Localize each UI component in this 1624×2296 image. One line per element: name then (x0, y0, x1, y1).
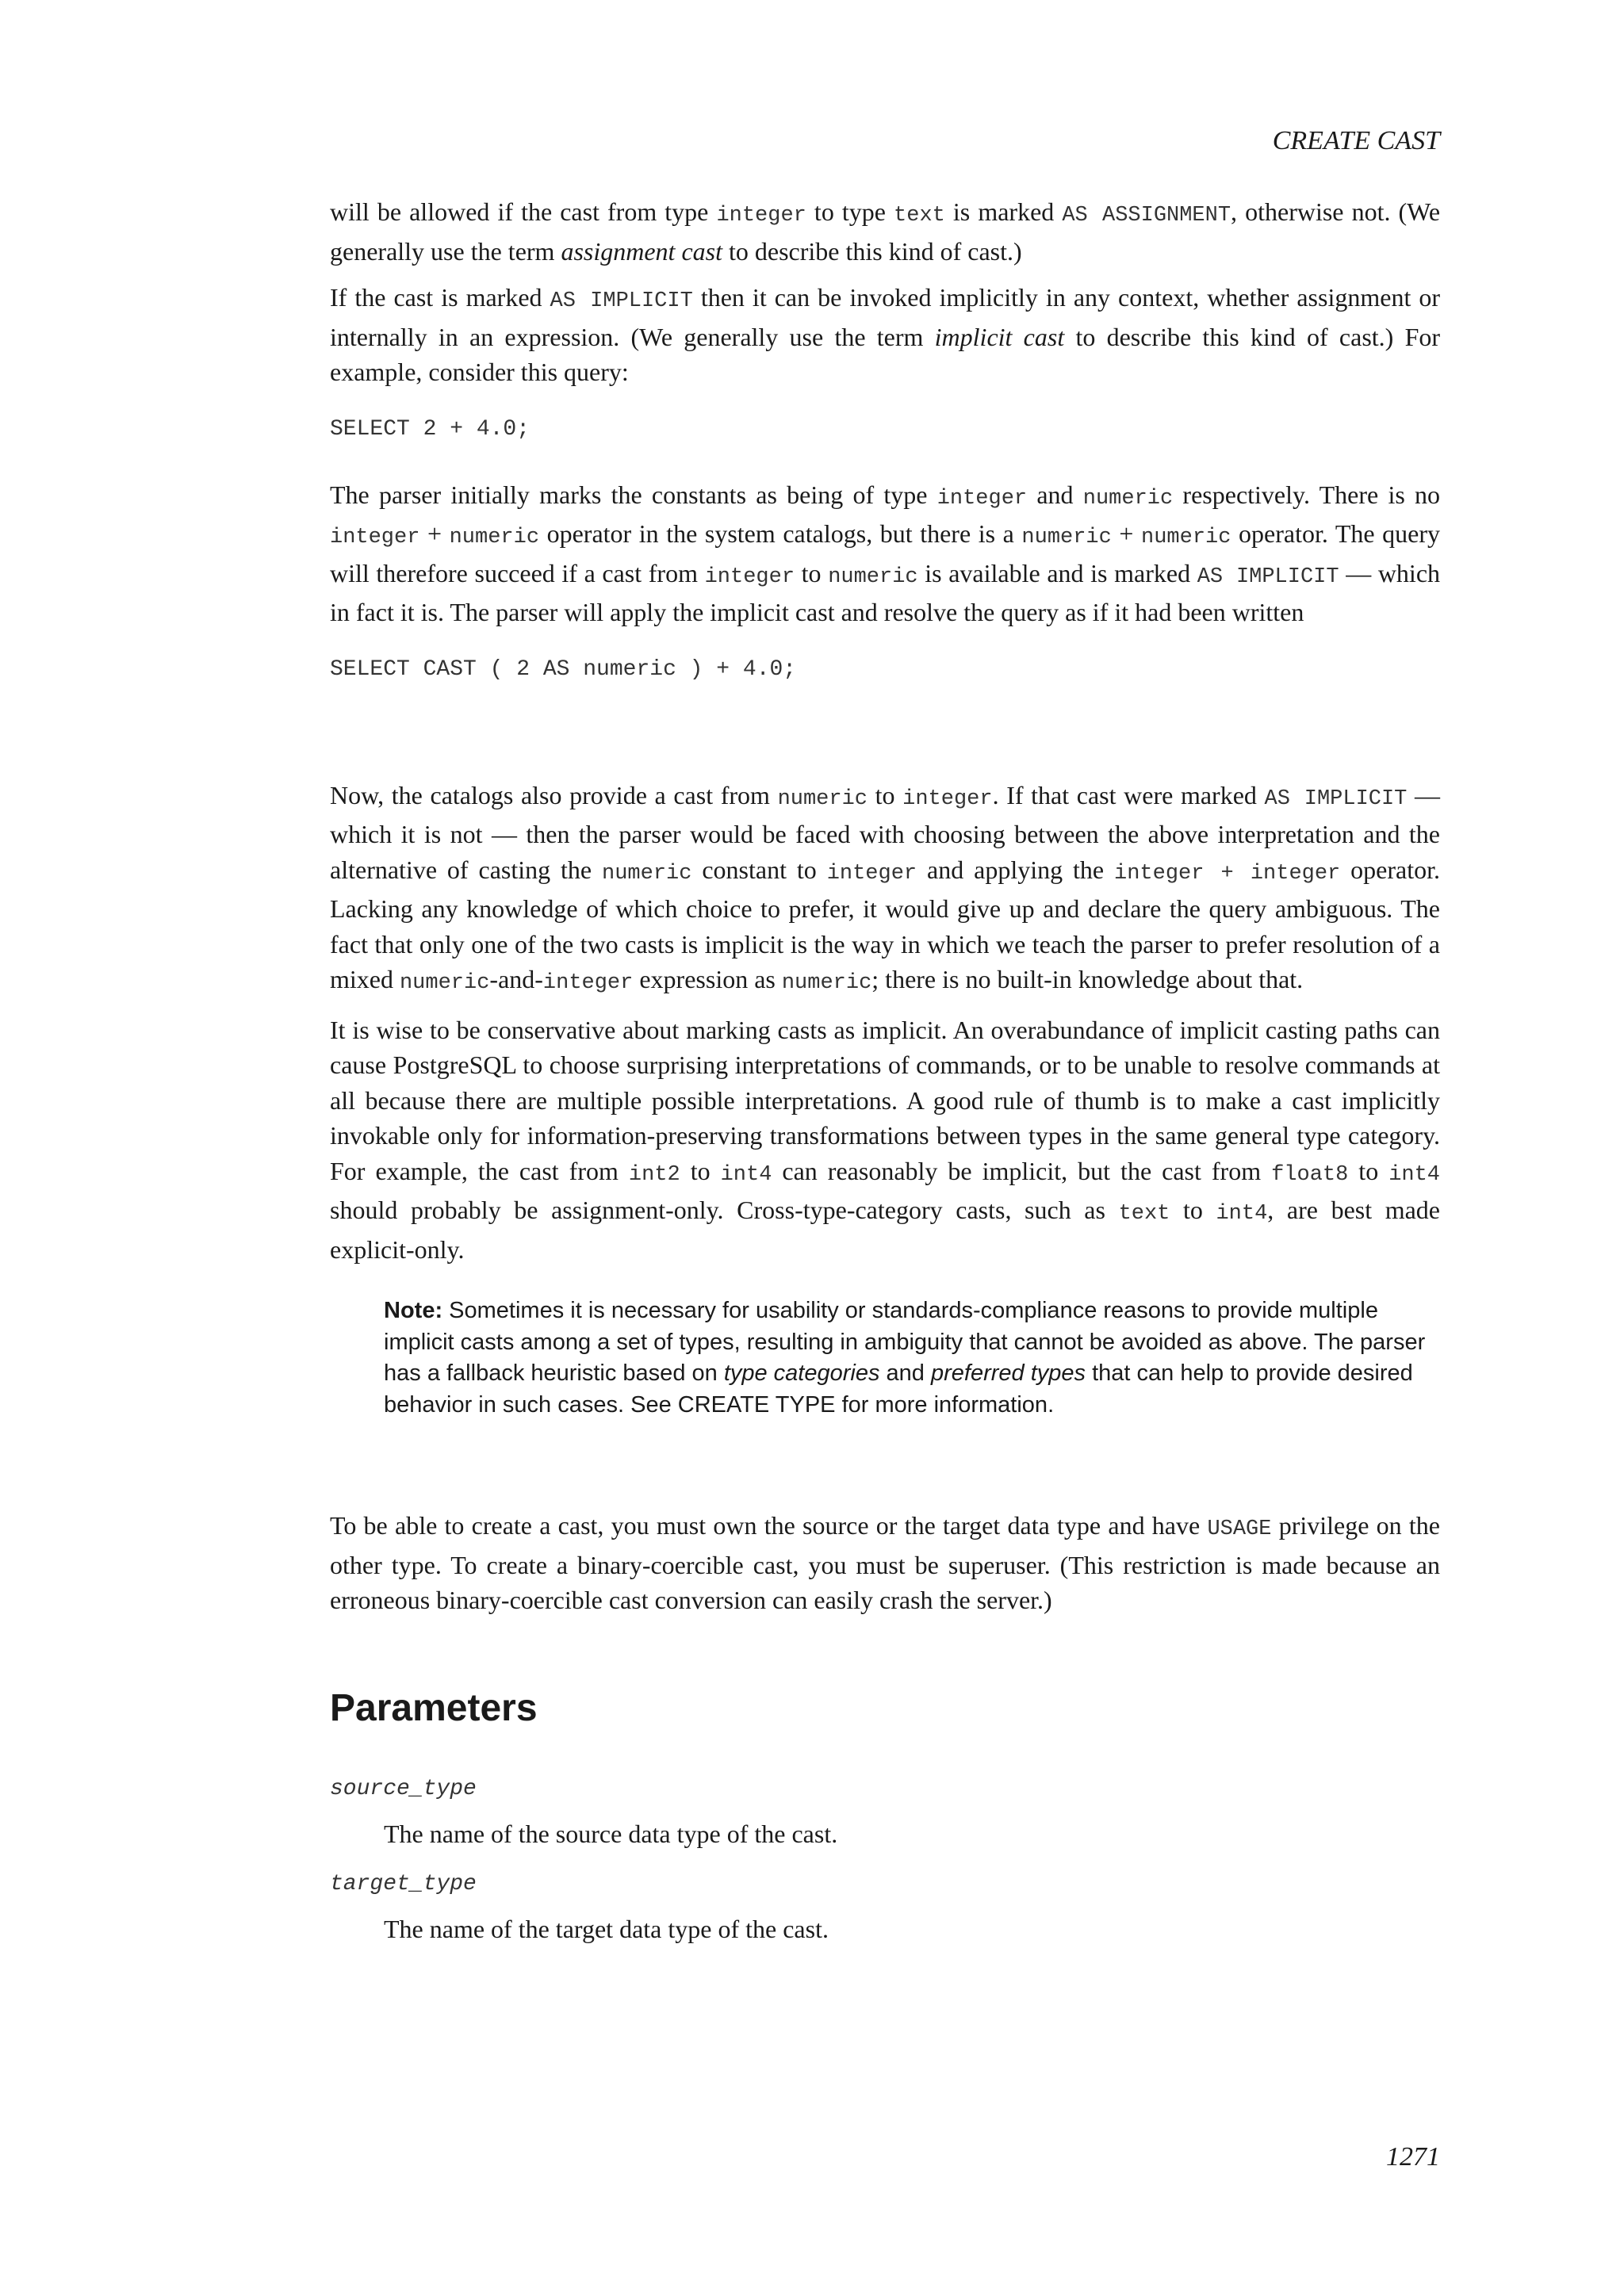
code-example-cast: SELECT CAST ( 2 AS numeric ) + 4.0; (330, 656, 797, 682)
inline-code: numeric (828, 564, 918, 589)
inline-code: AS IMPLICIT (550, 289, 693, 313)
emphasis-term: preferred types (930, 1360, 1086, 1386)
text: — which it is not — then the parser would be faced with choosing between the above interpretation and the alternative of casting the (330, 780, 1441, 884)
inline-code: integer (330, 526, 420, 549)
running-title: CREATE CAST (1272, 126, 1440, 155)
text: to describe this kind of cast.) (722, 236, 1022, 266)
text: to (868, 780, 903, 809)
inline-code: integer (936, 486, 1028, 511)
inline-code: int4 (1216, 1202, 1268, 1226)
note-box (384, 1295, 1440, 1421)
inline-code: numeric (781, 971, 872, 995)
text: and (1027, 480, 1083, 509)
text: to (1170, 1196, 1216, 1224)
text: is available and is marked (917, 558, 1197, 587)
inline-code: int2 (628, 1162, 680, 1187)
text: If the cast is marked (330, 283, 550, 312)
code-example-query: SELECT 2 + 4.0; (330, 416, 530, 442)
inline-code: integer (826, 861, 917, 886)
text: operator. The query will therefore succeed if a cast from (330, 519, 1441, 587)
emphasis-term: type categories (723, 1360, 880, 1386)
inline-code: USAGE (1207, 1517, 1272, 1541)
text: Sometimes it is necessary for usability or standards-compliance reasons to provide multiple implicit casts among a set of types, resulting in ambiguity that cannot be avoided as above. The parser has a fallback heuristic based on (384, 1298, 1426, 1386)
text: respectively. There is no (1173, 480, 1441, 509)
note-label: Note: (384, 1298, 443, 1323)
text: will be allowed if the cast from type (330, 197, 717, 226)
text: -and- (489, 965, 543, 993)
inline-code: integer (716, 204, 806, 228)
text: , are best made explicit-only. (330, 1196, 1441, 1264)
paragraph-implicit-cast (330, 280, 1440, 390)
inline-code: numeric (399, 971, 490, 995)
section-heading-parameters: Parameters (330, 1686, 538, 1729)
parameter-term: source_type (330, 1776, 477, 1801)
text: then it can be invoked implicitly in any context, whether assignment or internally in an expression. (We generally use the term (330, 283, 1441, 351)
text: should probably be assignment-only. Cross-type-category casts, such as (330, 1196, 1119, 1224)
text: and (879, 1360, 931, 1386)
text: , otherwise not. (We generally use the term (330, 197, 1441, 266)
text: Now, the catalogs also provide a cast from (330, 780, 778, 809)
inline-code: integer + integer (1114, 861, 1341, 886)
paragraph-conservative (330, 1012, 1440, 1268)
text: — which in fact it is. The parser will apply the implicit cast and resolve the query as if it had been written (330, 558, 1441, 626)
text: and applying the (917, 855, 1115, 884)
inline-code: numeric (777, 786, 868, 811)
inline-code: numeric (1141, 526, 1231, 549)
text: to type (806, 197, 894, 226)
inline-code: text (894, 204, 945, 228)
inline-code: integer (704, 564, 795, 589)
emphasis-term: implicit cast (934, 322, 1065, 351)
paragraph-assignment-cast (330, 194, 1440, 269)
parameter-term: target_type (330, 1871, 477, 1896)
inline-code: AS IMPLICIT (1264, 786, 1408, 811)
paragraph-parser-marks (330, 477, 1440, 630)
text: + (419, 519, 450, 548)
parameter-description: The name of the source data type of the cast. (384, 1819, 838, 1848)
paragraph-privileges (330, 1508, 1440, 1618)
inline-code: int4 (1388, 1162, 1441, 1187)
text: It is wise to be conservative about marking casts as implicit. An overabundance of implicit casting paths can cause PostgreSQL to choose surprising interpretations of commands, or to be unable to resolve commands at all because there are multiple possible interpretations. A good rule of thumb is to make a cast implicitly invokable only for information-preserving transformations between types in the same general type category. For example, the cast from (330, 1015, 1440, 1185)
page-content (330, 194, 1440, 1964)
text: to (795, 558, 829, 587)
inline-code: int4 (720, 1162, 772, 1187)
text: can reasonably be implicit, but the cast from (772, 1156, 1272, 1185)
inline-code: numeric (1082, 486, 1174, 511)
inline-code: integer (902, 786, 993, 811)
spacer (330, 1421, 1440, 1508)
text: privilege on the other type. To create a binary-coercible cast, you must be superuser. (This restriction is made because an erroneous binary-coercible cast conversion can easily crash the server.) (330, 1511, 1441, 1614)
text: to (680, 1156, 721, 1185)
text: to describe this kind of cast.) For example, consider this query: (330, 322, 1441, 386)
parameter-description: The name of the target data type of the cast. (384, 1914, 829, 1943)
text: constant to (691, 855, 827, 884)
text: . If that cast were marked (992, 780, 1265, 809)
text: is marked (944, 197, 1063, 226)
spacer (330, 718, 1440, 778)
text: ; there is no built-in knowledge about that. (871, 965, 1304, 993)
inline-code: AS ASSIGNMENT (1062, 204, 1231, 228)
text: operator in the system catalogs, but there is a (539, 519, 1022, 548)
inline-code: numeric (449, 526, 540, 549)
text: The parser initially marks the constants as being of type (330, 480, 937, 509)
text: to (1348, 1156, 1389, 1185)
inline-code: numeric (602, 861, 692, 886)
text: To be able to create a cast, you must own the source or the target data type and have (330, 1511, 1208, 1540)
emphasis-term: assignment cast (561, 236, 722, 266)
inline-code: text (1118, 1202, 1170, 1226)
text: expression as (633, 965, 782, 993)
parameter-list (330, 1774, 1440, 1946)
inline-code: float8 (1271, 1162, 1349, 1187)
text: that can help to provide desired behavior in such cases. See CREATE TYPE for more information. (384, 1360, 1413, 1418)
page-number: 1271 (1386, 2142, 1440, 2172)
inline-code: AS IMPLICIT (1197, 564, 1339, 589)
text: operator. Lacking any knowledge of which choice to prefer, it would give up and declare the query ambiguous. The fact that only one of the two casts is implicit is the way in which we teach the parser to prefer resolution of a mixed (330, 855, 1441, 993)
inline-code: integer (542, 971, 634, 995)
text: + (1111, 519, 1142, 548)
inline-code: numeric (1021, 526, 1112, 549)
paragraph-numeric-to-integer (330, 778, 1440, 1001)
